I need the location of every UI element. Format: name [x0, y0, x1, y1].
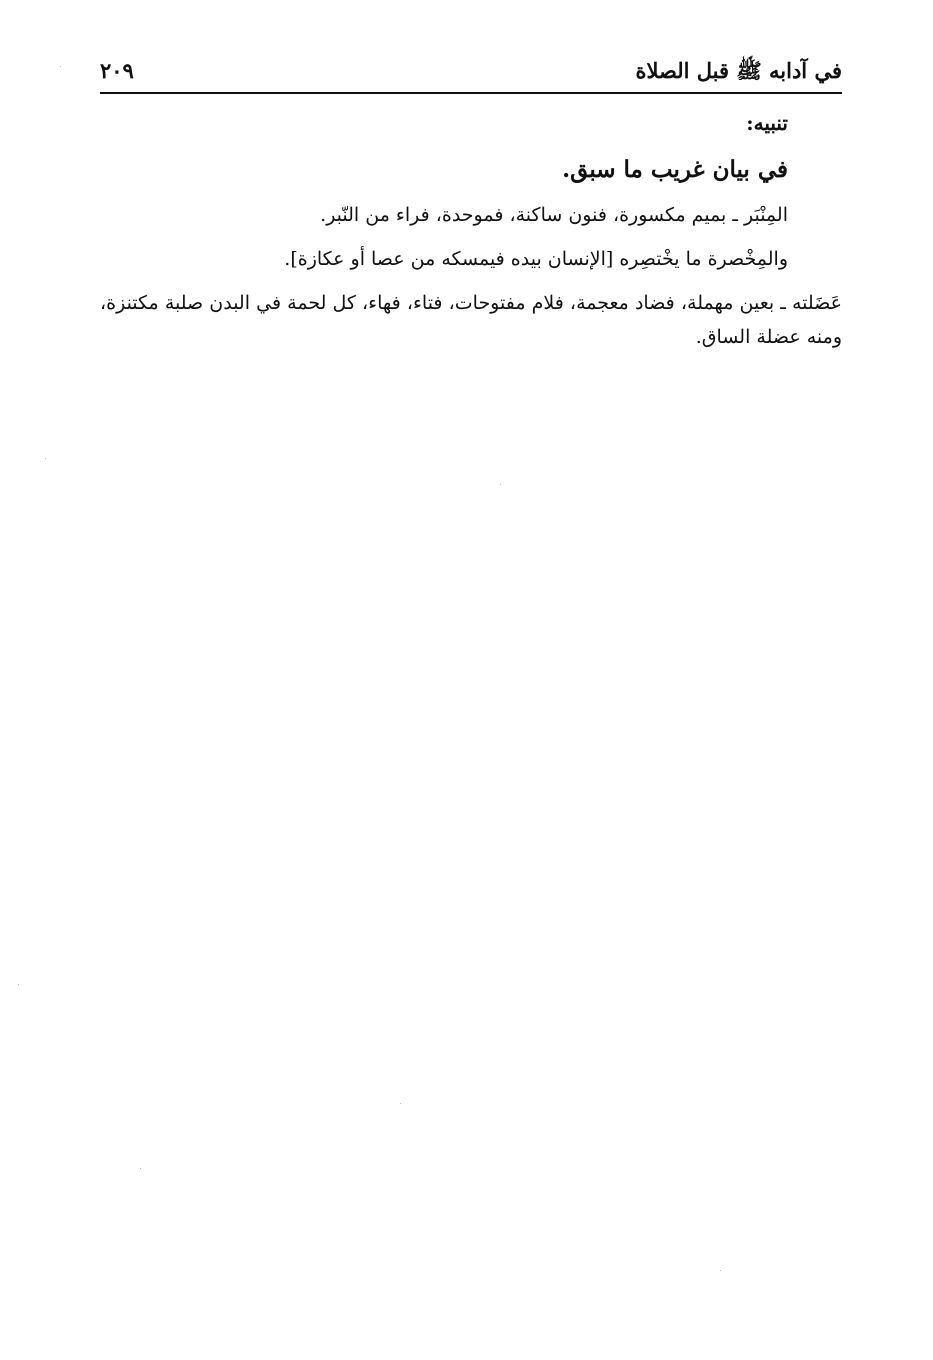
scan-speck	[18, 984, 19, 985]
definition-paragraph-adala: عَضَلته ـ بعين مهملة، فضاد معجمة، فلام مفتوحات، فتاء، فهاء، كل لحمة في البدن صلبة مكتنزة، ومنه عضلة الساق.	[100, 292, 842, 348]
note-label: تنبيه:	[746, 111, 788, 135]
scan-speck	[45, 458, 46, 459]
header-rule	[100, 92, 842, 94]
page-header	[100, 52, 842, 90]
page-body	[100, 108, 842, 364]
scan-speck	[720, 1270, 721, 1271]
scan-speck	[400, 1103, 401, 1104]
scan-speck	[140, 1168, 141, 1169]
definition-paragraph-mikhsara: والمِخْصرة ما يخْتصِره [الإنسان بيده فيمسكه من عصا أو عكازة].	[284, 248, 788, 270]
definition-paragraph-minbar: المِنْبَر ـ بميم مكسورة، فنون ساكنة، فموحدة، فراء من النّبر.	[320, 204, 788, 226]
running-title: في آدابه ﷺ قبل الصلاة	[635, 58, 842, 83]
section-heading: في بيان غريب ما سبق.	[562, 156, 788, 183]
page-number: ٢٠٩	[100, 58, 134, 83]
scan-speck	[500, 484, 501, 485]
scan-speck	[60, 66, 61, 67]
